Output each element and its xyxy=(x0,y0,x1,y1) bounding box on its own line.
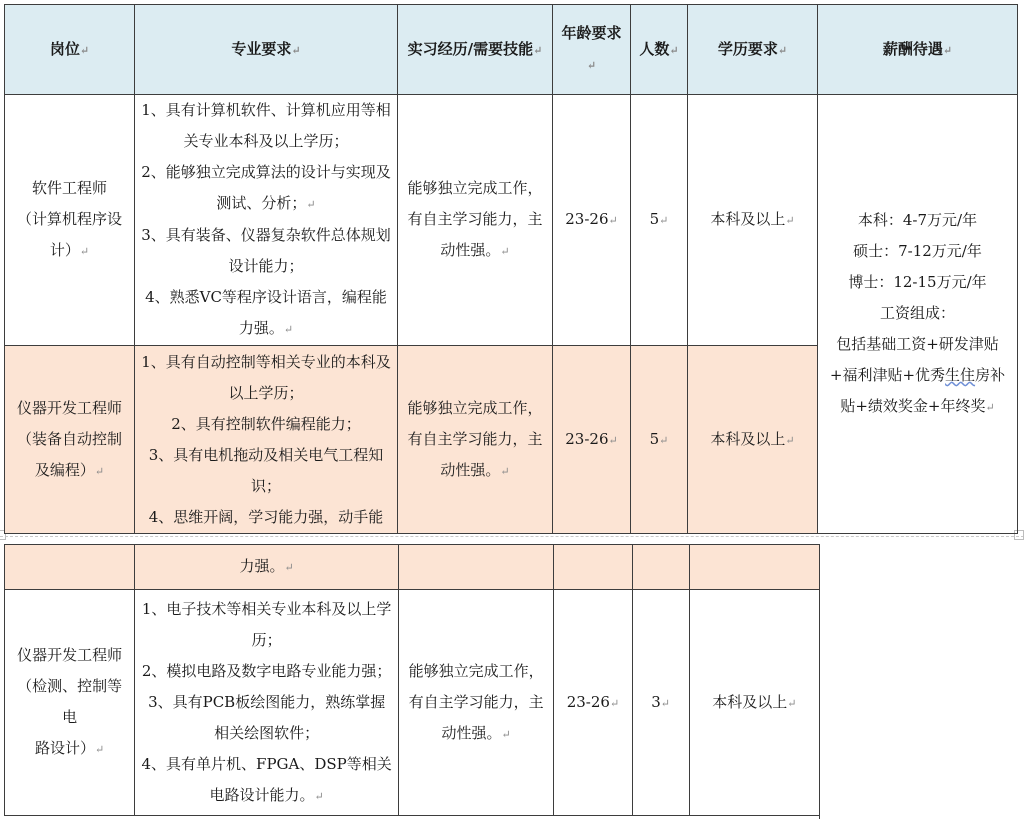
requirements-cell: 力强。↵ xyxy=(135,545,399,590)
salary-cell-continued xyxy=(819,544,1018,819)
table-header-row xyxy=(5,5,1018,95)
header-education: 学历要求↵ xyxy=(688,5,818,95)
education-cell xyxy=(689,545,819,590)
requirements-cell: 1、具有计算机软件、计算机应用等相关专业本科及以上学历； 2、能够独立完成算法的设计与实现及测试、分析；↵ 3、具有装备、仪器复杂软件总体规划设计能力； 4、熟悉VC等程序设计语言，编程能力强。↵ xyxy=(135,95,398,346)
table-row xyxy=(5,590,820,816)
education-cell: 本科及以上↵ xyxy=(688,346,818,534)
page-break-line xyxy=(0,536,1024,538)
salary-composition: 包括基础工资+研发津贴+福利津贴+优秀生住房补贴+绩效奖金+年终奖↵ xyxy=(829,335,1006,415)
age-cell: 23-26↵ xyxy=(554,590,632,816)
count-cell: 5↵ xyxy=(631,346,688,534)
header-salary: 薪酬待遇↵ xyxy=(818,5,1018,95)
position-cell: 软件工程师 （计算机程序设 计）↵ xyxy=(5,95,135,346)
position-cell: 仪器开发工程师 （检测、控制等电 路设计）↵ xyxy=(5,590,135,816)
count-cell xyxy=(632,545,689,590)
spellcheck-squiggle: 生住 xyxy=(945,366,976,384)
skills-cell: 能够独立完成工作，有自主学习能力，主动性强。↵ xyxy=(398,590,553,816)
skills-cell xyxy=(398,545,553,590)
requirements-cell: 1、具有自动控制等相关专业的本科及以上学历； 2、具有控制软件编程能力； 3、具有电机拖动及相关电气工程知识； 4、思维开阔，学习能力强，动手能 xyxy=(135,346,398,534)
count-cell: 3↵ xyxy=(632,590,689,816)
age-cell xyxy=(554,545,632,590)
header-major-requirements: 专业要求↵ xyxy=(135,5,398,95)
age-cell: 23-26↵ xyxy=(553,95,631,346)
position-cell xyxy=(5,545,135,590)
count-cell: 5↵ xyxy=(631,95,688,346)
requirements-cell: 1、电子技术等相关专业本科及以上学历； 2、模拟电路及数字电路专业能力强； 3、具有PCB板绘图能力，熟练掌握相关绘图软件； 4、具有单片机、FPGA、DSP等相关电路设计能力。↵ xyxy=(135,590,399,816)
skills-cell: 能够独立完成工作，有自主学习能力，主动性强。↵ xyxy=(398,95,553,346)
table-row-continuation xyxy=(5,545,820,590)
header-age: 年龄要求↵ xyxy=(553,5,631,95)
education-cell: 本科及以上↵ xyxy=(688,95,818,346)
recruitment-table-continued xyxy=(4,544,820,816)
position-cell: 仪器开发工程师 （装备自动控制 及编程）↵ xyxy=(5,346,135,534)
recruitment-table xyxy=(4,4,1018,534)
age-cell: 23-26↵ xyxy=(553,346,631,534)
education-cell: 本科及以上↵ xyxy=(689,590,819,816)
table-row xyxy=(5,95,1018,346)
salary-cell: 本科：4-7万元/年 硕士：7-12万元/年 博士：12-15万元/年 工资组成： 包括基础工资+研发津贴+福利津贴+优秀生住房补贴+绩效奖金+年终奖↵ xyxy=(818,95,1018,534)
skills-cell: 能够独立完成工作，有自主学习能力，主动性强。↵ xyxy=(398,346,553,534)
header-count: 人数↵ xyxy=(631,5,688,95)
header-position: 岗位↵ xyxy=(5,5,135,95)
header-skills: 实习经历/需要技能↵ xyxy=(398,5,553,95)
